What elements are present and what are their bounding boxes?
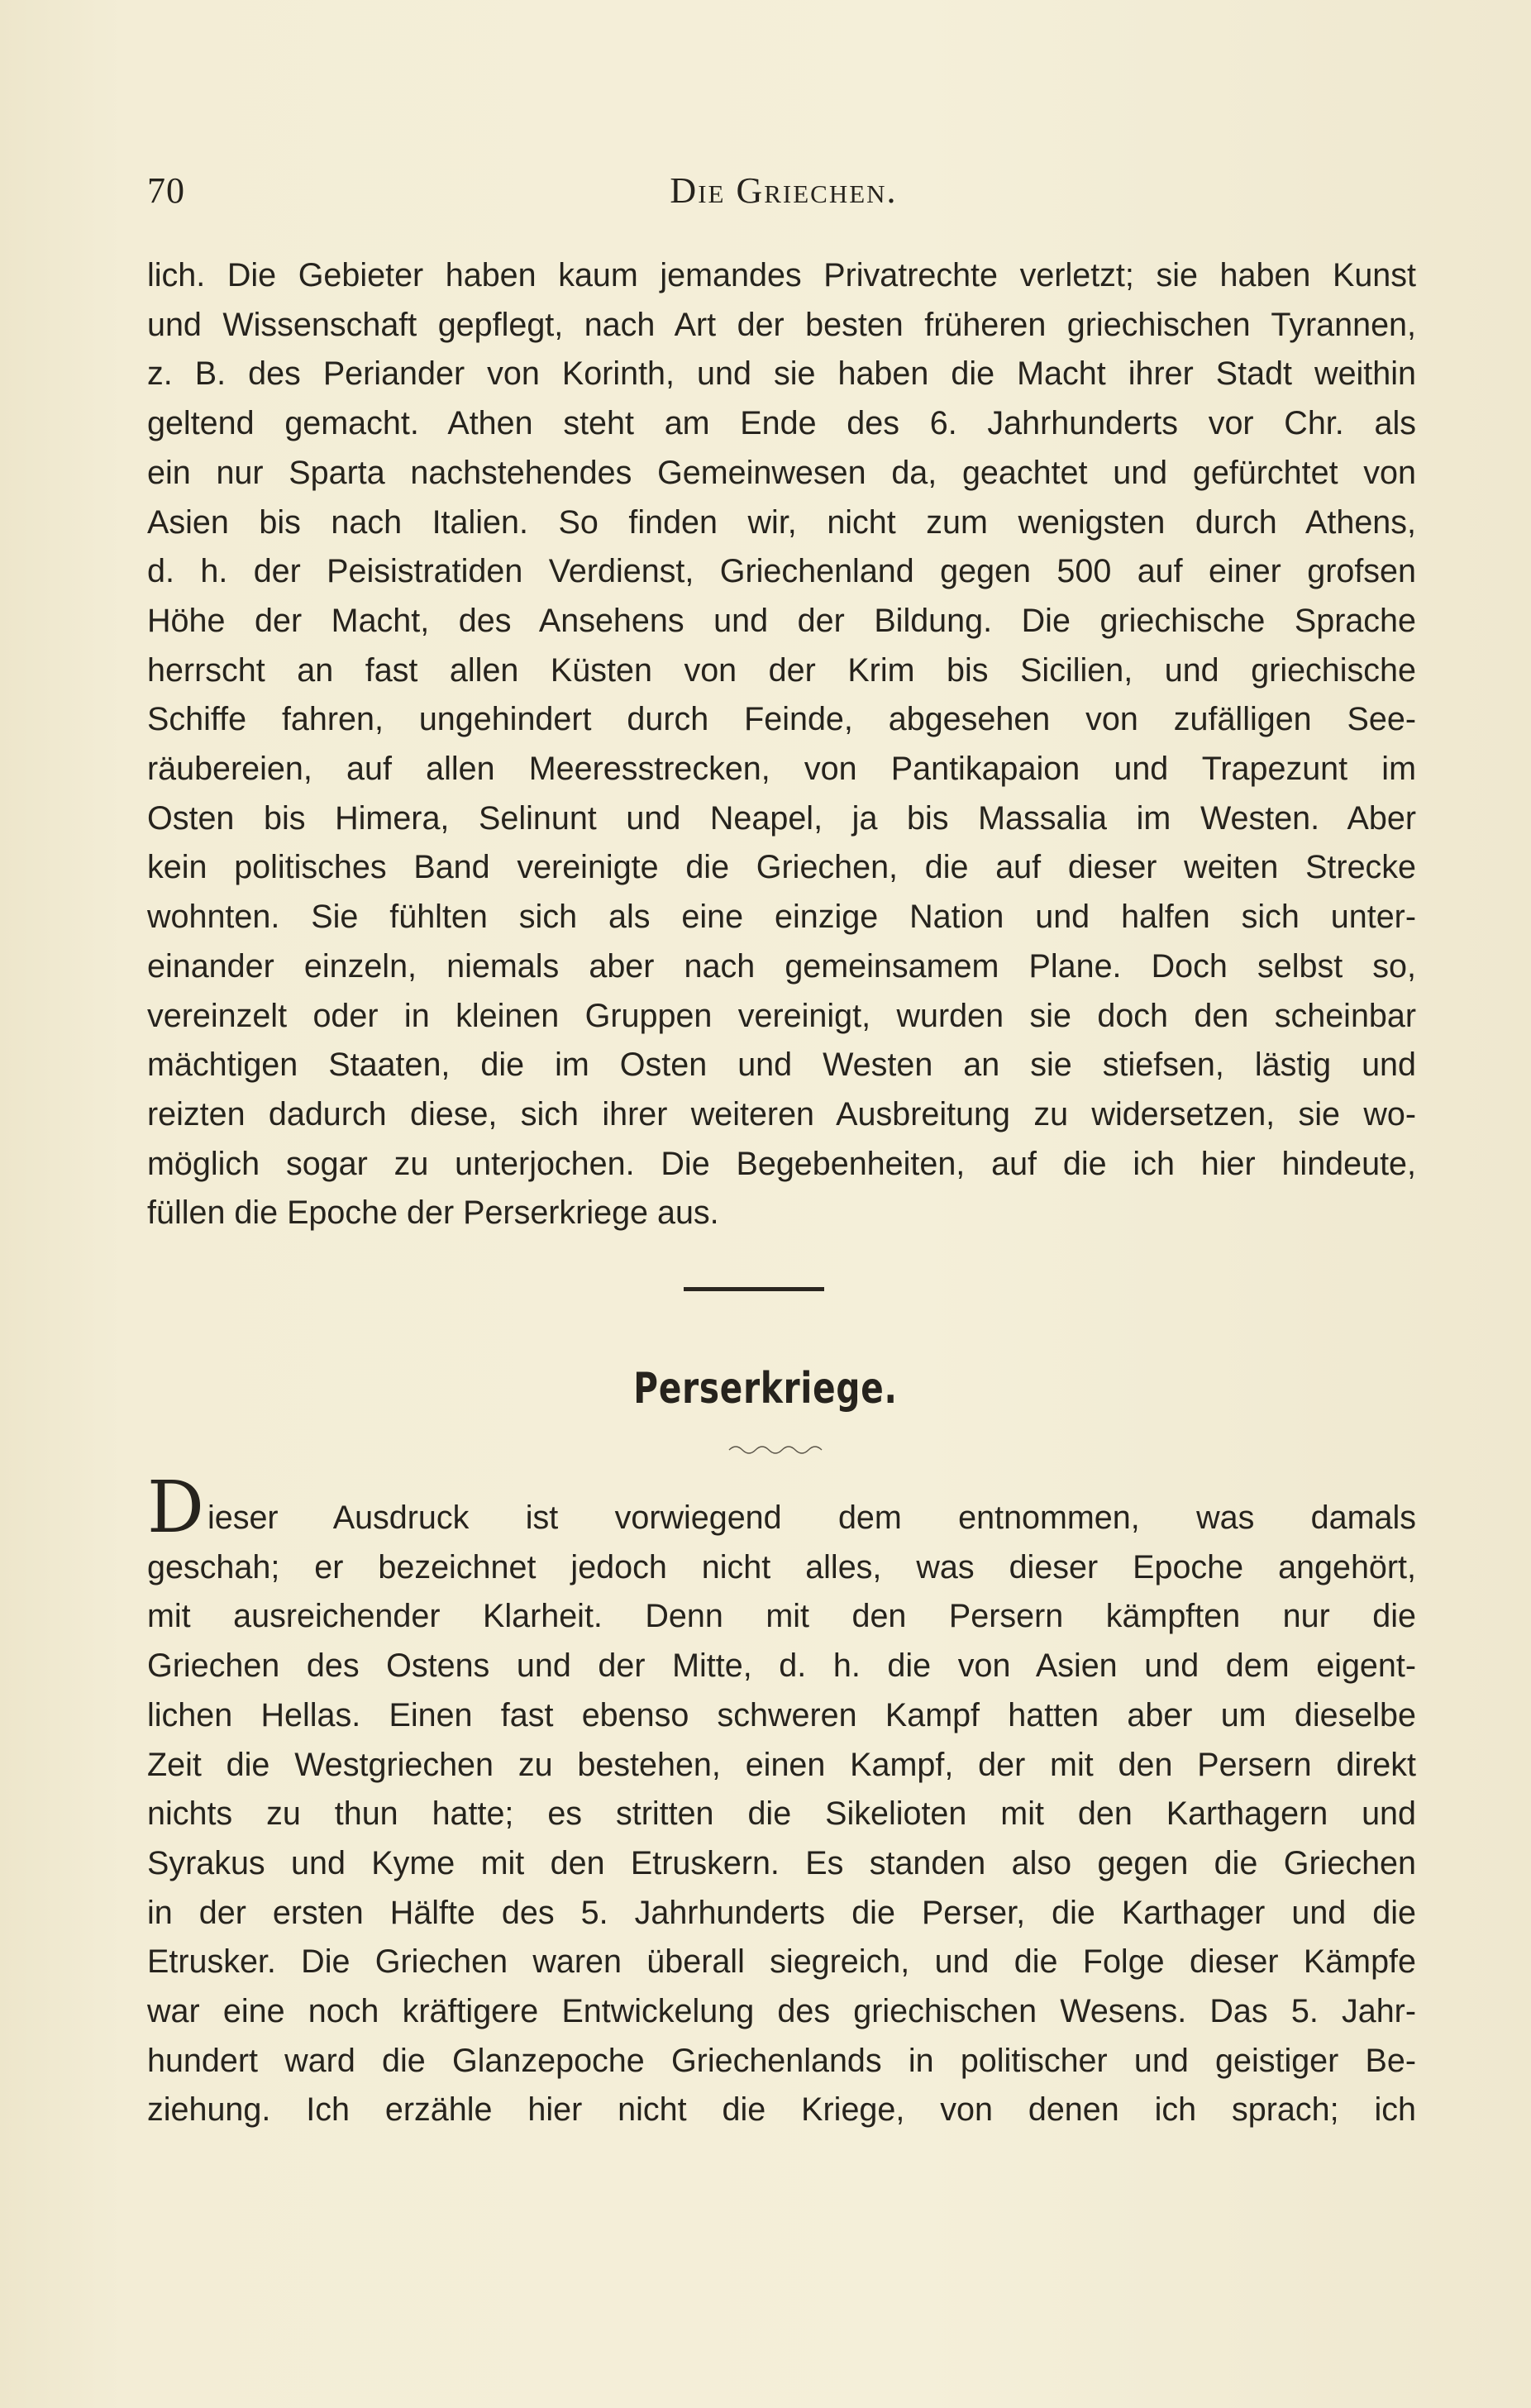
text-line: ein nur Sparta nachstehendes Gemeinwesen da, geachtet und gefürchtet von — [147, 454, 1416, 491]
text-line: und Wissenschaft gepflegt, nach Art der besten früheren griechischen Tyrannen, — [147, 306, 1416, 343]
text-line: ziehung. Ich erzähle hier nicht die Kriege, von denen ich sprach; ich — [147, 2091, 1416, 2129]
text-line: vereinzelt oder in kleinen Gruppen vereinigt, wurden sie doch den scheinbar — [147, 997, 1416, 1034]
text-line: lichen Hellas. Einen fast ebenso schweren Kampf hatten aber um dieselbe — [147, 1696, 1416, 1733]
text-line: lich. Die Gebieter haben kaum jemandes Privatrechte verletzt; sie haben Kunst — [147, 257, 1416, 293]
section-title: Perserkriege. — [633, 1364, 898, 1414]
text-line: kein politisches Band vereinigte die Griechen, die auf dieser weiten Strecke — [147, 849, 1416, 886]
text-line: Höhe der Macht, des Ansehens und der Bildung. Die griechische Sprache — [147, 602, 1416, 639]
text-line: Osten bis Himera, Selinunt und Neapel, ja bis Massalia im Westen. Aber — [147, 799, 1416, 837]
text-line: Griechen des Ostens und der Mitte, d. h. die von Asien und dem eigent- — [147, 1647, 1416, 1685]
text-line: Schiffe fahren, ungehindert durch Feinde, abgesehen von zufälligen See- — [147, 701, 1416, 738]
drop-cap: D — [147, 1466, 204, 1549]
text-line: füllen die Epoche der Perserkriege aus. — [147, 1194, 719, 1232]
running-head: Die Griechen. — [670, 170, 898, 211]
text-line: Zeit die Westgriechen zu bestehen, einen Kampf, der mit den Persern direkt — [147, 1746, 1416, 1783]
text-line: hundert ward die Glanzepoche Griechenlands in politischer und geistiger Be- — [147, 2042, 1416, 2079]
ornament-flourish — [727, 1440, 827, 1457]
paragraph-1 — [147, 251, 1416, 1238]
text-line: war eine noch kräftigere Entwickelung des griechischen Wesens. Das 5. Jahr- — [147, 1993, 1416, 2030]
text-line: möglich sogar zu unterjochen. Die Begebenheiten, auf die ich hier hindeute, — [147, 1145, 1416, 1182]
text-line: nichts zu thun hatte; es stritten die Sikelioten mit den Karthagern und — [147, 1795, 1416, 1833]
text-line: in der ersten Hälfte des 5. Jahrhunderts die Perser, die Karthager und die — [147, 1894, 1416, 1931]
text-line: herrscht an fast allen Küsten von der Krim bis Sicilien, und griechische — [147, 651, 1416, 689]
paragraph-2 — [147, 1466, 1416, 2135]
text-line: einander einzeln, niemals aber nach gemeinsamem Plane. Doch selbst so, — [147, 947, 1416, 985]
text-line: mächtigen Staaten, die im Osten und Westen an sie stiefsen, lästig und — [147, 1047, 1416, 1084]
section-divider — [684, 1287, 824, 1291]
text-line: Syrakus und Kyme mit den Etruskern. Es standen also gegen die Griechen — [147, 1844, 1416, 1881]
text-line: geschah; er bezeichnet jedoch nicht alles, was dieser Epoche angehört, — [147, 1548, 1416, 1585]
text-line: geltend gemacht. Athen steht am Ende des 6. Jahrhunderts vor Chr. als — [147, 405, 1416, 442]
text-line: wohnten. Sie fühlten sich als eine einzige Nation und halfen sich unter- — [147, 899, 1416, 936]
page-number: 70 — [147, 170, 185, 211]
text-line: räubereien, auf allen Meeresstrecken, von Pantikapaion und Trapezunt im — [147, 751, 1416, 788]
text-line: mit ausreichender Klarheit. Denn mit den Persern kämpften nur die — [147, 1598, 1416, 1635]
text-line-first — [147, 1466, 1416, 1549]
text-line: d. h. der Peisistratiden Verdienst, Griechenland gegen 500 auf einer grofsen — [147, 553, 1416, 590]
text-line: reizten dadurch diese, sich ihrer weiteren Ausbreitung zu widersetzen, sie wo- — [147, 1095, 1416, 1132]
text-line: Etrusker. Die Griechen waren überall siegreich, und die Folge dieser Kämpfe — [147, 1943, 1416, 1981]
text-line: z. B. des Periander von Korinth, und sie haben die Macht ihrer Stadt weithin — [147, 355, 1416, 393]
page-header — [147, 169, 1420, 219]
text-line: Asien bis nach Italien. So finden wir, nicht zum wenigsten durch Athens, — [147, 503, 1416, 541]
first-line-text: ieser Ausdruck ist vorwiegend dem entnommen, was damals — [207, 1500, 1416, 1536]
